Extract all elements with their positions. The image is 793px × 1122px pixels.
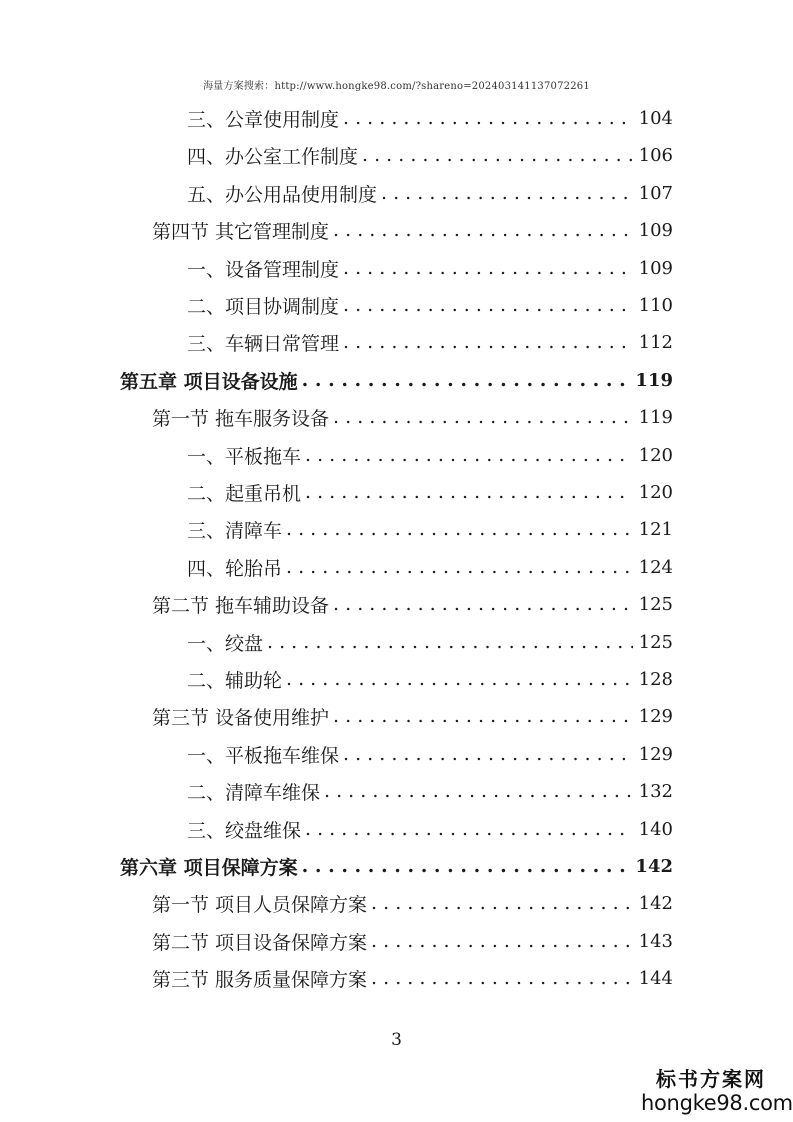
toc-entry-title: 第四节 其它管理制度 [152, 221, 330, 244]
page-number: 3 [391, 1030, 402, 1050]
toc-entry-page: 119 [635, 369, 673, 391]
toc-leader-dots [362, 146, 633, 165]
toc-entry[interactable] [187, 624, 673, 661]
toc-entry-page: 125 [638, 631, 673, 653]
toc-entry-title: 四、轮胎吊 [187, 557, 283, 580]
toc-entry-title: 二、辅助轮 [187, 670, 283, 692]
toc-entry-title: 一、平板拖车维保 [187, 744, 340, 767]
toc-entry[interactable] [187, 811, 673, 848]
toc-entry-page: 125 [638, 594, 673, 616]
toc-entry-page: 121 [638, 519, 673, 541]
toc-entry-title: 三、绞盘维保 [187, 819, 302, 842]
toc-entry-page: 124 [638, 556, 673, 578]
toc-entry-title: 第一节 拖车服务设备 [152, 408, 330, 431]
toc-entry-page: 140 [638, 818, 673, 840]
toc-entry-title: 一、设备管理制度 [187, 258, 340, 281]
toc-entry[interactable] [187, 287, 673, 324]
toc-entry-page: 109 [638, 257, 673, 279]
toc-entry-title: 第二节 拖车辅助设备 [152, 595, 330, 618]
toc-leader-dots [343, 333, 633, 352]
watermark-title: 标书方案网 [656, 1066, 766, 1091]
toc-entry-title: 二、清障车维保 [187, 782, 321, 805]
toc-leader-dots [371, 894, 633, 913]
watermark-url: hongke98.com [641, 1090, 793, 1115]
toc-entry[interactable] [187, 250, 673, 287]
toc-entry-page: 144 [638, 968, 673, 990]
toc-leader-dots [343, 109, 633, 128]
toc-leader-dots [371, 969, 633, 988]
toc-entry[interactable] [152, 960, 673, 997]
toc-entry[interactable] [152, 885, 673, 922]
toc-entry-page: 110 [638, 295, 673, 316]
toc-entry-page: 128 [638, 669, 673, 690]
toc-leader-dots [343, 259, 633, 278]
toc-leader-dots [302, 857, 630, 876]
toc-entry-title: 二、起重吊机 [187, 483, 302, 505]
toc-leader-dots [324, 782, 633, 801]
toc-leader-dots [333, 221, 633, 240]
site-watermark-logo [641, 1063, 793, 1115]
toc-entry-page: 119 [638, 407, 673, 429]
toc-entry-page: 120 [638, 482, 673, 503]
toc-entry[interactable] [187, 100, 673, 137]
header-search-note: 海量方案搜索：http://www.hongke98.com/?shareno=202403141137072261 [203, 81, 590, 92]
toc-entry-page: 129 [638, 706, 673, 728]
toc-entry-title: 第三节 服务质量保障方案 [152, 969, 368, 992]
toc-entry-title: 五、办公用品使用制度 [187, 183, 378, 206]
toc-entry[interactable] [120, 848, 673, 885]
toc-leader-dots [286, 670, 633, 689]
toc-entry-title: 二、项目协调制度 [187, 296, 340, 318]
toc-leader-dots [305, 820, 633, 839]
toc-entry-page: 143 [638, 930, 673, 952]
toc-entry-page: 120 [638, 444, 673, 466]
toc-entry[interactable] [187, 773, 673, 810]
toc-leader-dots [305, 446, 633, 465]
toc-entry-title: 第五章 项目设备设施 [120, 370, 298, 393]
toc-entry-page: 142 [638, 893, 673, 915]
toc-entry[interactable] [152, 698, 673, 735]
toc-entry[interactable] [152, 399, 673, 436]
toc-entry-title: 第二节 项目设备保障方案 [152, 931, 368, 954]
toc-leader-dots [305, 483, 633, 502]
toc-entry[interactable] [187, 549, 673, 586]
toc-entry[interactable] [152, 586, 673, 623]
toc-entry-page: 132 [638, 781, 673, 803]
toc-leader-dots [333, 707, 633, 726]
toc-entry-page: 104 [638, 108, 673, 129]
toc-entry[interactable] [187, 474, 673, 511]
toc-entry[interactable] [187, 736, 673, 773]
toc-leader-dots [343, 296, 633, 315]
toc-entry-title: 四、办公室工作制度 [187, 146, 359, 169]
toc-entry-title: 一、平板拖车 [187, 445, 302, 468]
toc-entry[interactable] [187, 511, 673, 548]
toc-entry[interactable] [120, 362, 673, 399]
toc-entry-page: 112 [638, 332, 673, 354]
toc-entry[interactable] [187, 137, 673, 174]
toc-entry-title: 三、公章使用制度 [187, 109, 340, 131]
toc-entry[interactable] [152, 212, 673, 249]
toc-leader-dots [343, 745, 633, 764]
toc-leader-dots [333, 408, 633, 427]
toc-entry[interactable] [187, 175, 673, 212]
toc-entry-page: 142 [635, 856, 673, 877]
toc-entry-page: 106 [638, 145, 673, 167]
toc-leader-dots [371, 932, 633, 951]
toc-leader-dots [286, 558, 633, 577]
toc-leader-dots [381, 184, 633, 203]
toc-entry[interactable] [187, 661, 673, 698]
toc-leader-dots [302, 371, 630, 390]
toc-leader-dots [267, 633, 633, 652]
toc-entry-title: 第六章 项目保障方案 [120, 857, 298, 879]
toc-entry-title: 第三节 设备使用维护 [152, 707, 330, 730]
toc-entry[interactable] [187, 324, 673, 361]
toc-entry-page: 129 [638, 743, 673, 765]
toc-entry[interactable] [152, 923, 673, 960]
toc-entry-title: 三、车辆日常管理 [187, 333, 340, 356]
toc-entry[interactable] [187, 437, 673, 474]
toc-entry-title: 三、清障车 [187, 520, 283, 543]
toc-entry-page: 109 [638, 220, 673, 242]
toc-entry-title: 第一节 项目人员保障方案 [152, 894, 368, 917]
toc-leader-dots [333, 595, 633, 614]
toc-entry-title: 一、绞盘 [187, 632, 264, 655]
toc-leader-dots [286, 520, 633, 539]
toc-entry-page: 107 [638, 182, 673, 204]
